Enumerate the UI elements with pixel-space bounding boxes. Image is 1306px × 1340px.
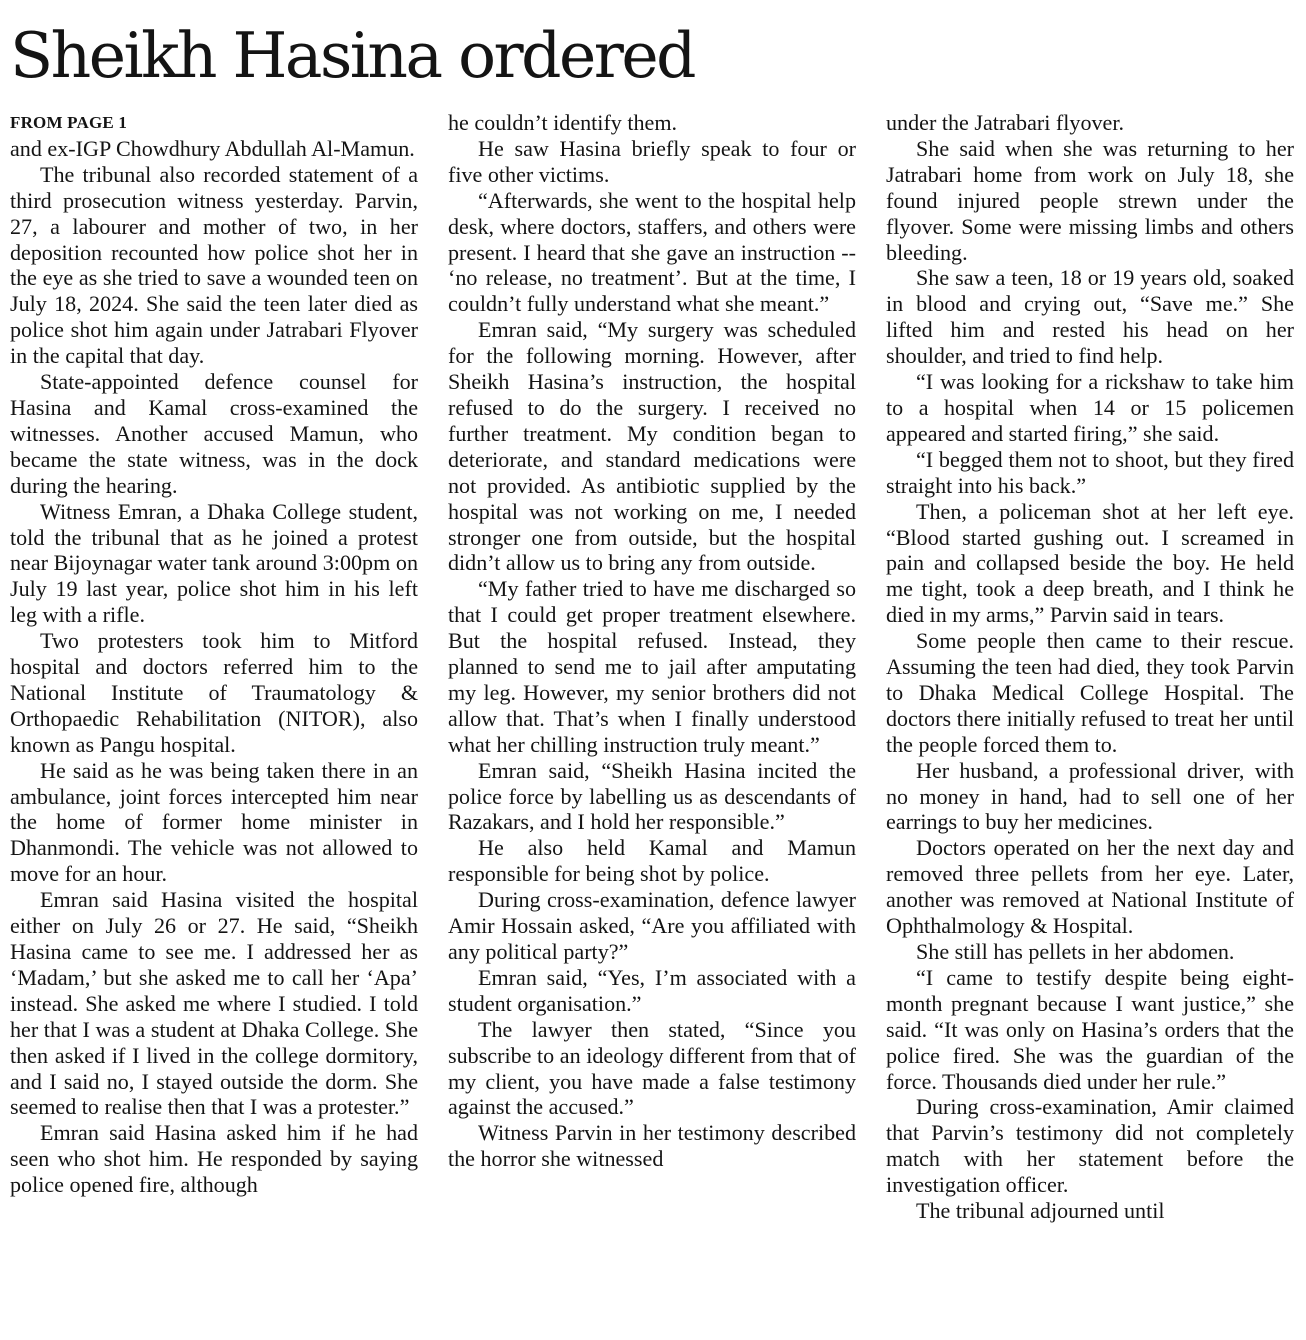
paragraph: Then, a policeman shot at her left eye. “Blood started gushing out. I screamed in pain and collapsed beside the boy. He held me tight, took a deep breath, and I think he died in my arms,” Parvin said in tears. (886, 498, 1294, 628)
column-2 (448, 110, 856, 1172)
paragraph: “I was looking for a rickshaw to take him to a hospital when 14 or 15 policemen appeared and started firing,” she said. (886, 369, 1294, 446)
paragraph: Emran said, “Yes, I’m associated with a student organisation.” (448, 964, 856, 1016)
paragraph: “I begged them not to shoot, but they fired straight into his back.” (886, 446, 1294, 498)
paragraph: “I came to testify despite being eight-month pregnant because I want justice,” she said. “It was only on Hasina’s orders that the police fired. She was the guardian of the force. Thousands died under her rule.” (886, 964, 1294, 1094)
paragraph: Witness Parvin in her testimony described the horror she witnessed (448, 1120, 856, 1172)
paragraph: The tribunal adjourned until (916, 1198, 1165, 1224)
paragraph: Her husband, a professional driver, with no money in hand, had to sell one of her earrings to buy her medicines. (886, 757, 1294, 835)
paragraph: She said when she was returning to her Jatrabari home from work on July 18, she found injured people strewn under the flyover. Some were missing limbs and others bleeding. (886, 135, 1294, 265)
column-1 (10, 110, 418, 1198)
paragraph: Some people then came to their rescue. Assuming the teen had died, they took Parvin to Dhaka Medical College Hospital. The doctors there initially refused to treat her until the people forced them to. (886, 628, 1294, 757)
paragraph: The tribunal also recorded statement of a third prosecution witness yesterday. Parvin, 27, a labourer and mother of two, in her deposition recounted how police shot her in the eye as she tried to save a wounded teen on July 18, 2024. She said the teen later died as police shot him again under Jatrabari Flyover in the capital that day. (10, 161, 418, 369)
paragraph: he couldn’t identify them. (448, 110, 678, 135)
paragraph: He also held Kamal and Mamun responsible for being shot by police. (448, 835, 856, 887)
paragraph: State-appointed defence counsel for Hasina and Kamal cross-examined the witnesses. Another accused Mamun, who became the state witness, was in the dock during the hearing. (10, 369, 418, 498)
paragraph: The lawyer then stated, “Since you subscribe to an ideology different from that of my client, you have made a false testimony against the accused.” (448, 1016, 856, 1120)
paragraph: “My father tried to have me discharged so that I could get proper treatment elsewhere. But the hospital refused. Instead, they planned to send me to jail after amputating my leg. However, my senior brothers did not allow that. That’s when I finally understood what her chilling instruction truly meant.” (448, 576, 856, 757)
paragraph: and ex-IGP Chowdhury Abdullah Al-Mamun. (10, 135, 415, 161)
paragraph: Doctors operated on her the next day and removed three pellets from her eye. Later, another was removed at National Institute of Ophthalmology & Hospital. (886, 835, 1294, 939)
column-3 (886, 110, 1294, 1224)
paragraph: “Afterwards, she went to the hospital help desk, where doctors, staffers, and others were present. I heard that she gave an instruction -- ‘no release, no treatment’. But at the time, I couldn’t fully understand what she meant.” (448, 187, 856, 317)
paragraph: Two protesters took him to Mitford hospital and doctors referred him to the National Institute of Traumatology & Orthopaedic Rehabilitation (NITOR), also known as Pangu hospital. (10, 628, 418, 757)
paragraph: Emran said, “Sheikh Hasina incited the police force by labelling us as descendants of Razakars, and I hold her responsible.” (448, 757, 856, 835)
paragraph: Emran said Hasina visited the hospital either on July 26 or 27. He said, “Sheikh Hasina came to see me. I addressed her as ‘Madam,’ but she asked me to call her ‘Apa’ instead. She asked me where I studied. I told her that I was a student at Dhaka College. She then asked if I lived in the college dormitory, and I said no, I stayed outside the dorm. She seemed to realise then that I was a protester.” (10, 887, 418, 1120)
kicker: FROM PAGE 1 (10, 113, 128, 132)
paragraph: She saw a teen, 18 or 19 years old, soaked in blood and crying out, “Save me.” She lifted him and rested his head on her shoulder, and tried to find help. (886, 265, 1294, 369)
paragraph: under the Jatrabari flyover. (886, 110, 1125, 135)
paragraph: Emran said, “My surgery was scheduled for the following morning. However, after Sheikh Hasina’s instruction, the hospital refused to do the surgery. I received no further treatment. My condition began to deteriorate, and standard medications were not provided. As antibiotic supplied by the hospital was not working on me, I needed stronger one from outside, but the hospital didn’t allow us to bring any from outside. (448, 317, 856, 576)
paragraph: During cross-examination, defence lawyer Amir Hossain asked, “Are you affiliated with any political party?” (448, 887, 856, 964)
paragraph: Emran said Hasina asked him if he had seen who shot him. He responded by saying police opened fire, although (10, 1120, 418, 1198)
paragraph: During cross-examination, Amir claimed that Parvin’s testimony did not completely match with her statement before the investigation officer. (886, 1094, 1294, 1198)
paragraph: She still has pellets in her abdomen. (916, 939, 1235, 964)
paragraph: He saw Hasina briefly speak to four or five other victims. (448, 135, 856, 187)
headline: Sheikh Hasina ordered (10, 19, 694, 92)
paragraph: He said as he was being taken there in an ambulance, joint forces intercepted him near the home of former home minister in Dhanmondi. The vehicle was not allowed to move for an hour. (10, 757, 418, 887)
paragraph: Witness Emran, a Dhaka College student, told the tribunal that as he joined a protest near Bijoynagar water tank around 3:00pm on July 19 last year, police shot him in his left leg with a rifle. (10, 498, 418, 628)
